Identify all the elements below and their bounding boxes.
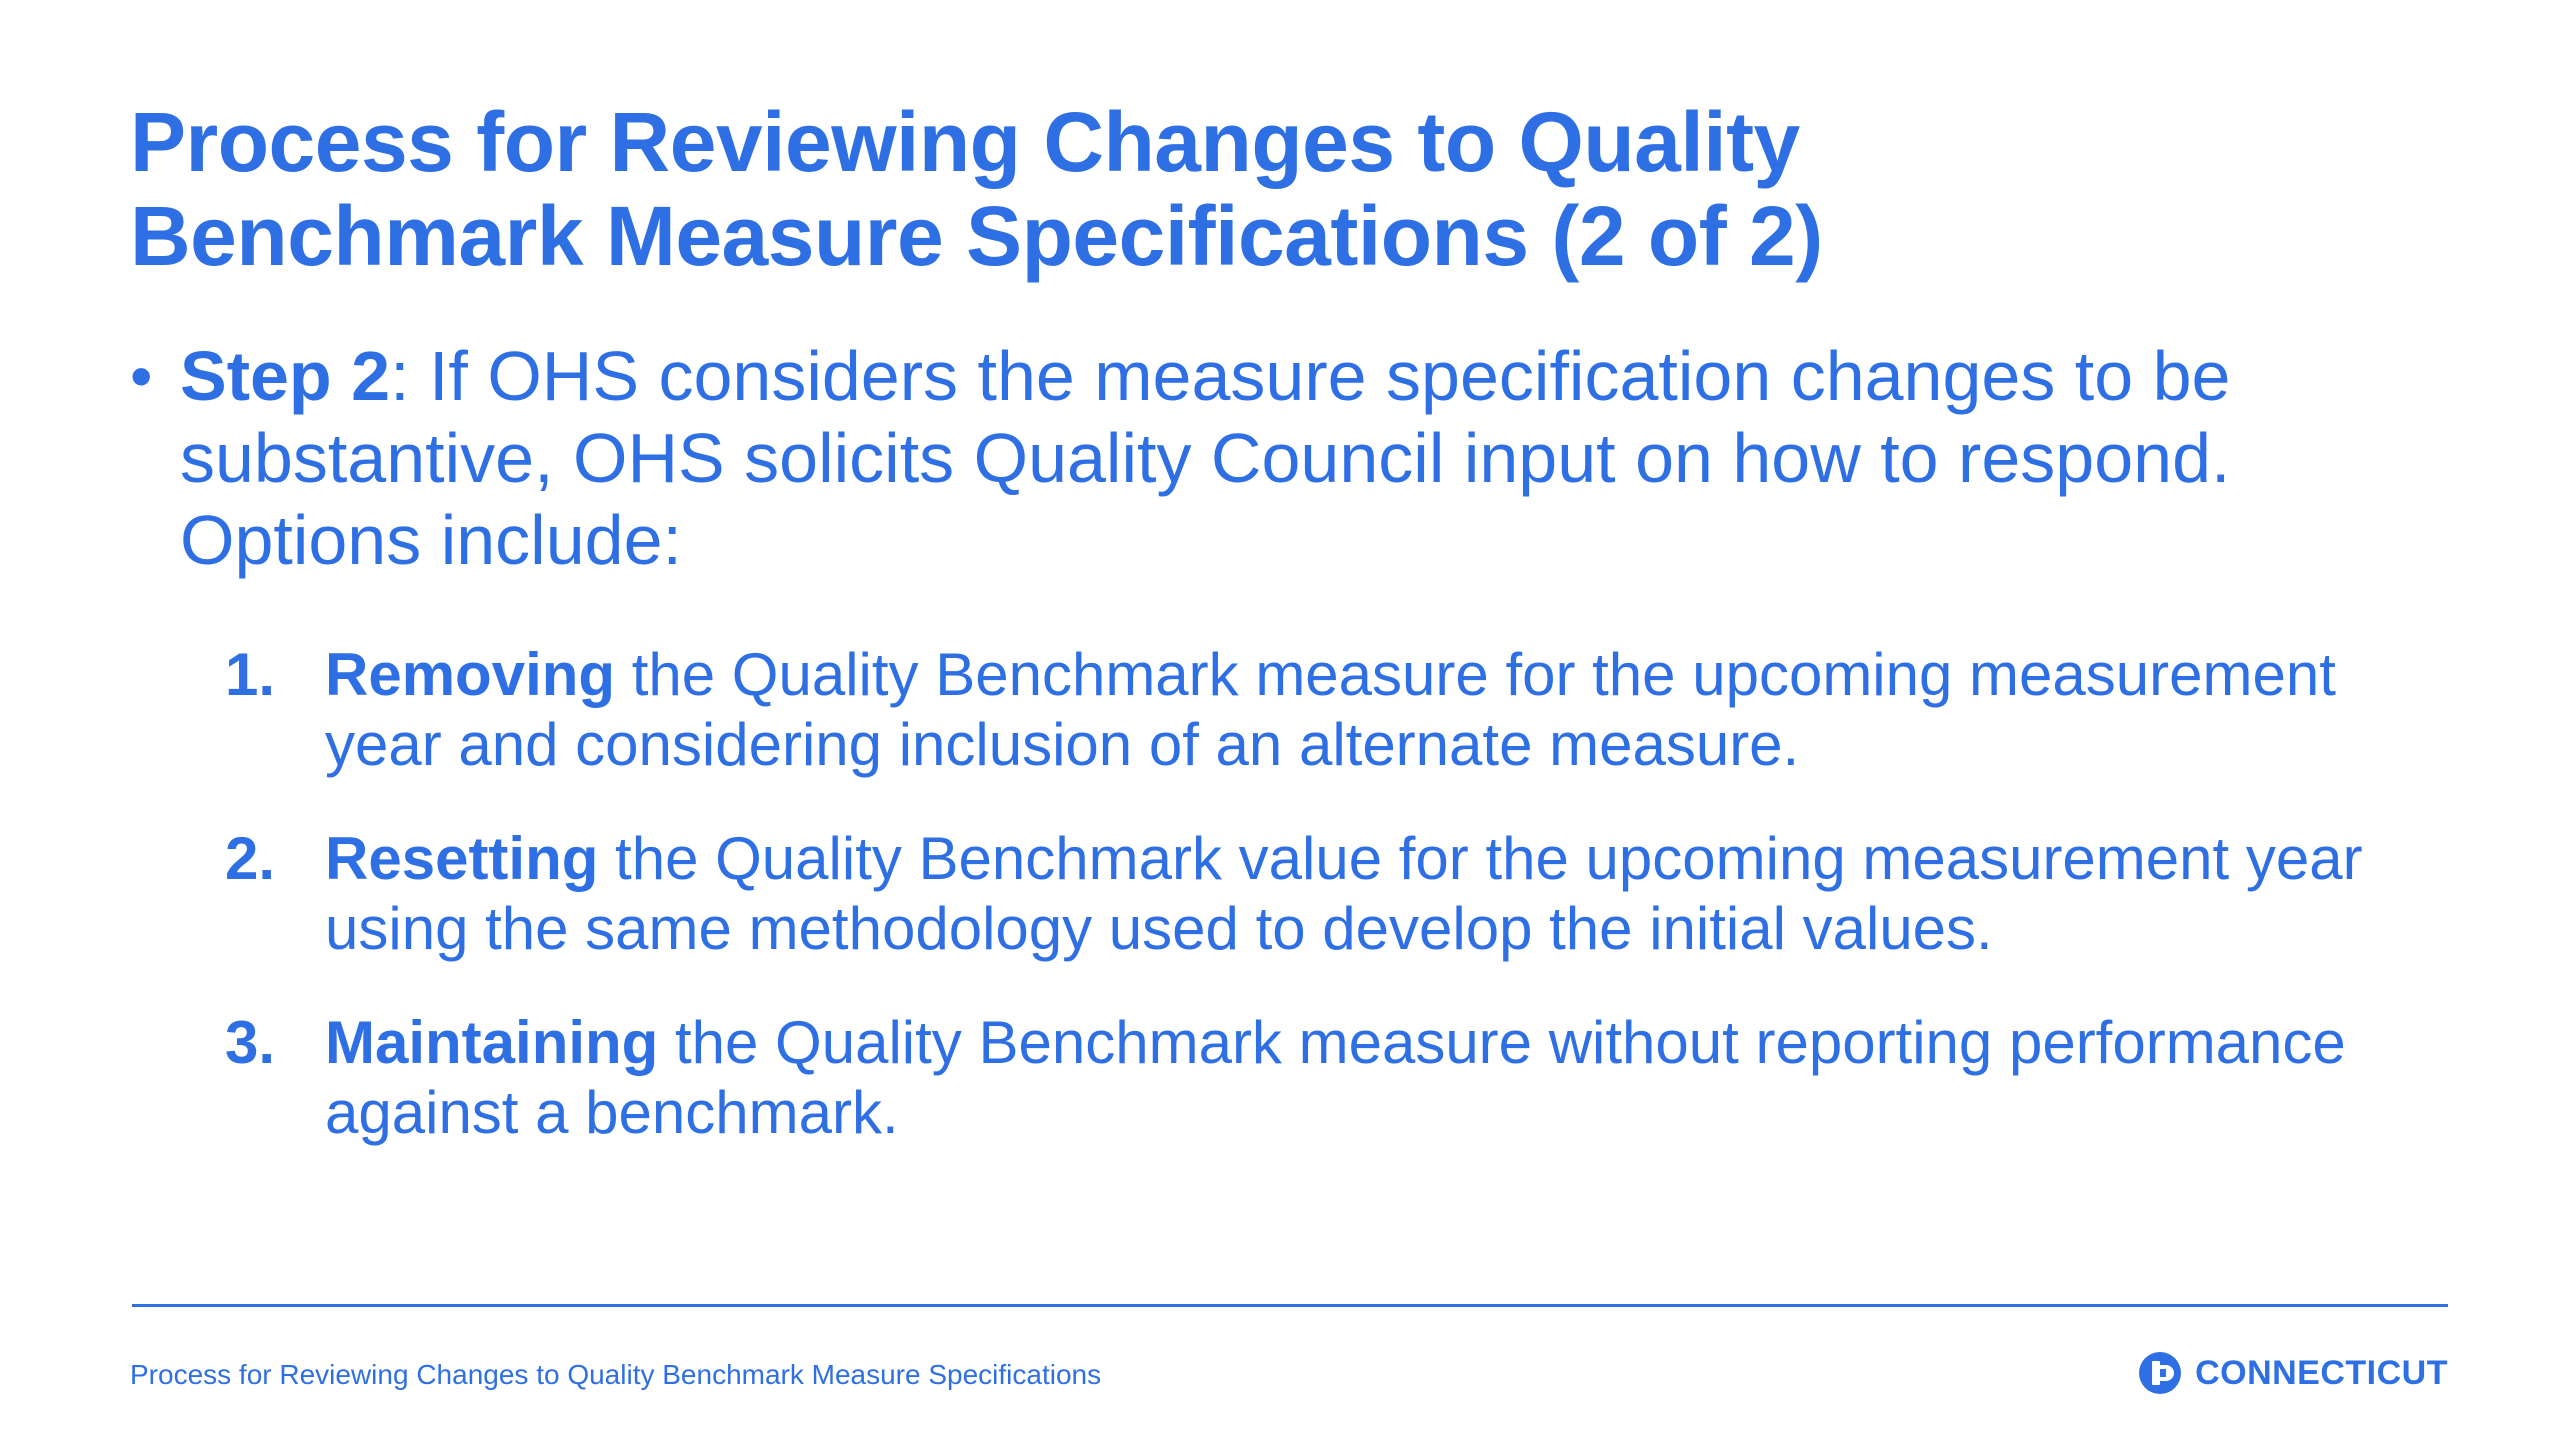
- option-keyword: Maintaining: [325, 1009, 659, 1076]
- bullet-icon: •: [130, 340, 153, 412]
- footer-divider: [132, 1304, 2448, 1307]
- option-keyword: Removing: [325, 641, 616, 708]
- connecticut-logo-icon: [2137, 1350, 2183, 1396]
- option-number: 2.: [225, 825, 276, 892]
- connecticut-logo: [2137, 1348, 2448, 1398]
- option-item-2: [225, 824, 2425, 964]
- option-text: the Quality Benchmark measure without reporting performance against a benchmark.: [325, 1009, 2346, 1146]
- logo-text: CONNECTICUT: [2195, 1353, 2448, 1392]
- option-keyword: Resetting: [325, 825, 599, 892]
- step-text: [180, 335, 2460, 581]
- slide-title-line-1: Process for Reviewing Changes to Quality: [130, 95, 1800, 189]
- option-number: 3.: [225, 1009, 276, 1076]
- step-label: Step 2: [180, 337, 391, 415]
- options-list: [225, 640, 2425, 1148]
- step-bullet: [130, 335, 2460, 581]
- option-text: the Quality Benchmark measure for the upcoming measurement year and considering inclusion of an alternate measure.: [325, 641, 2336, 778]
- footer-text: Process for Reviewing Changes to Quality Benchmark Measure Specifications: [130, 1359, 1102, 1390]
- option-text: the Quality Benchmark value for the upcoming measurement year using the same methodology used to develop the initial values.: [325, 825, 2363, 962]
- option-number: 1.: [225, 641, 276, 708]
- option-item-1: [225, 640, 2425, 780]
- slide-title: [130, 95, 2430, 283]
- option-item-3: [225, 1008, 2425, 1148]
- slide-title-line-2: Benchmark Measure Specifications (2 of 2): [130, 189, 1823, 283]
- step-description: : If OHS considers the measure specification changes to be substantive, OHS solicits Quality Council input on how to respond. Options include:: [180, 337, 2231, 579]
